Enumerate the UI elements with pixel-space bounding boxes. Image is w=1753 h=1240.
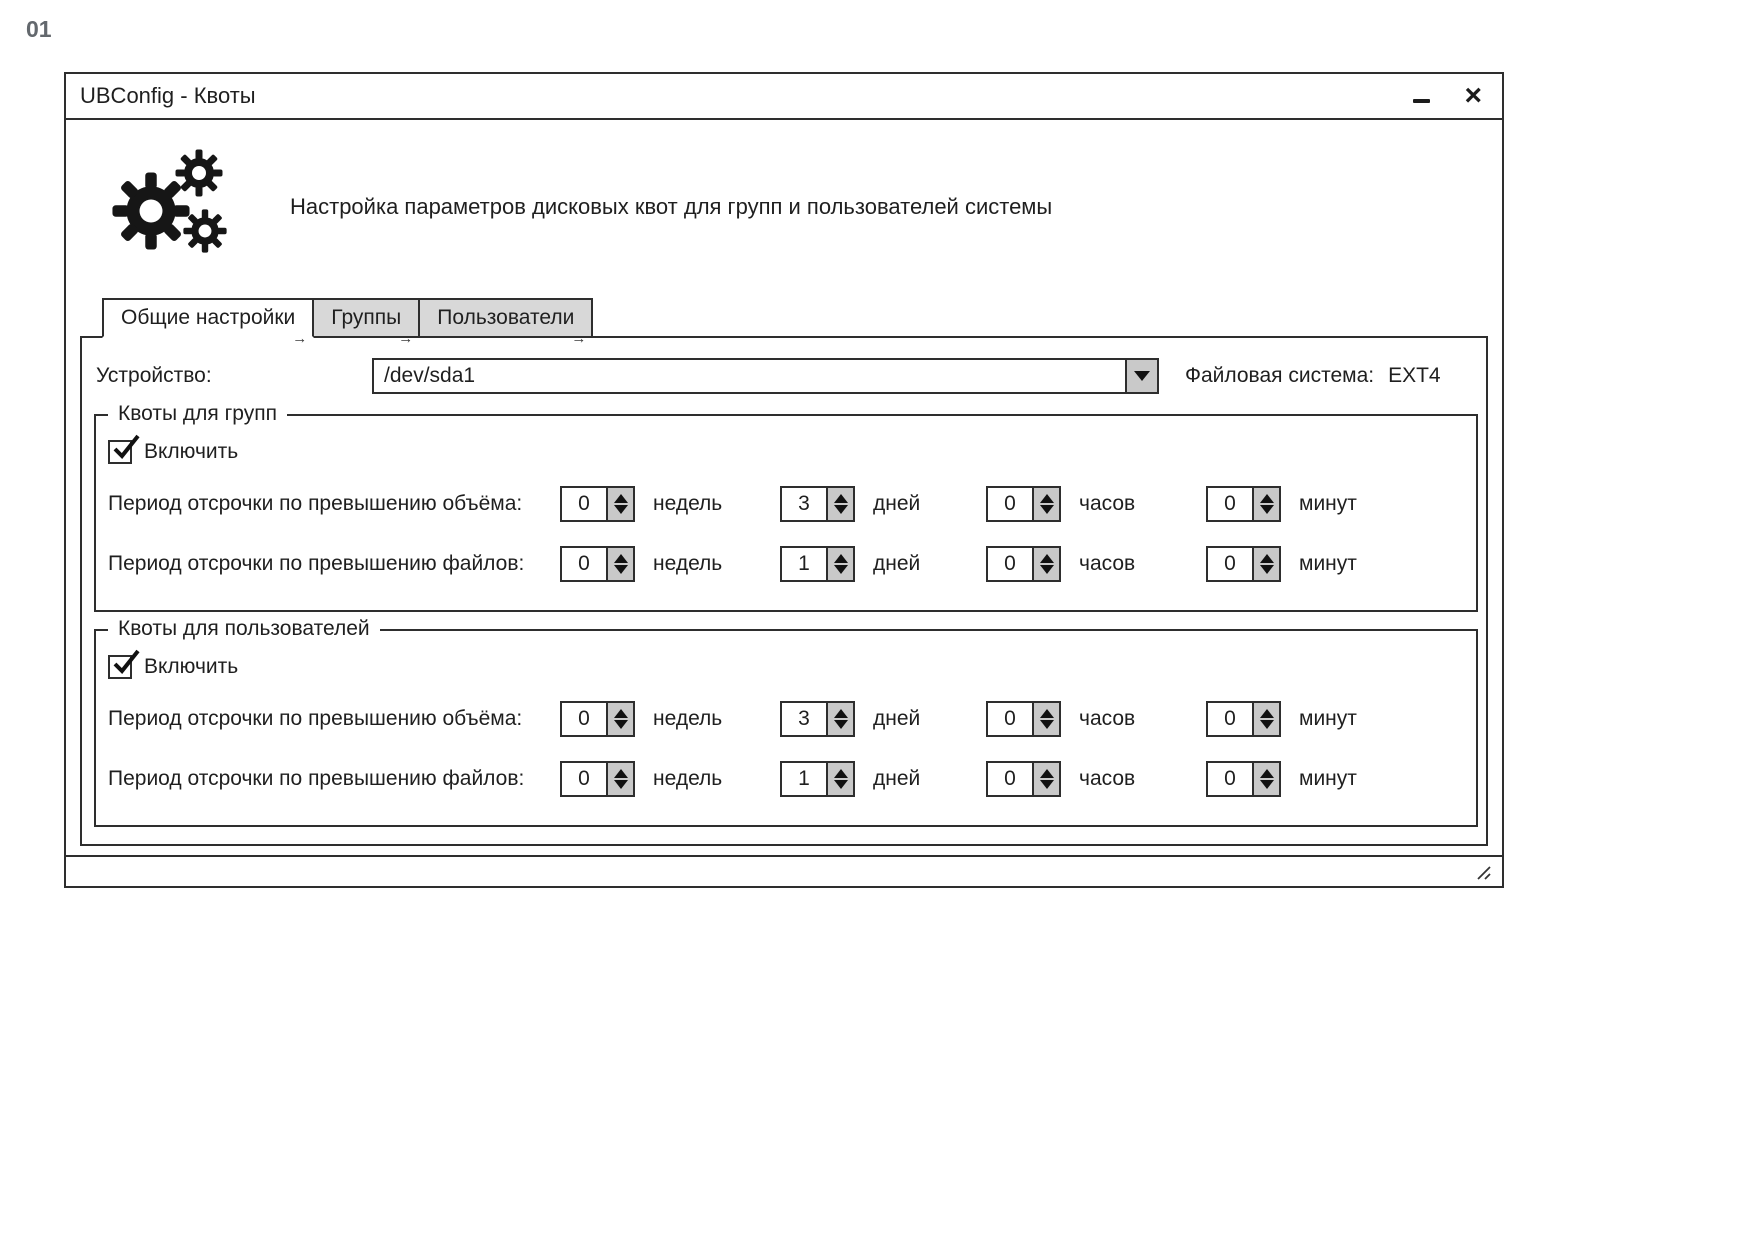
minutes-spinner[interactable] — [1206, 486, 1281, 522]
minutes-cell — [1206, 486, 1406, 522]
spinner-value[interactable]: 0 — [578, 767, 590, 790]
days-spinner[interactable] — [780, 701, 855, 737]
weeks-spinner[interactable] — [560, 546, 635, 582]
files-delay-row — [108, 761, 1476, 797]
device-row — [82, 358, 1486, 394]
spinner-up-icon[interactable] — [614, 494, 628, 503]
device-label: Устройство: — [96, 364, 212, 387]
spinner-up-icon[interactable] — [614, 769, 628, 778]
spinner-stepper[interactable] — [826, 703, 853, 735]
spinner-value[interactable]: 0 — [1224, 707, 1236, 730]
spinner-down-icon[interactable] — [614, 780, 628, 789]
settings-gears-icon — [110, 148, 242, 270]
spinner-value[interactable]: 0 — [578, 492, 590, 515]
minutes-cell — [1206, 701, 1406, 737]
window-controls — [1413, 81, 1482, 111]
spinner-up-icon[interactable] — [1040, 769, 1054, 778]
spinner-stepper[interactable] — [606, 763, 633, 795]
weeks-spinner[interactable] — [560, 761, 635, 797]
spinner-stepper[interactable] — [1252, 488, 1279, 520]
unit-label: минут — [1299, 492, 1357, 515]
device-combobox[interactable] — [372, 358, 1159, 394]
dropdown-button[interactable] — [1125, 360, 1157, 392]
tab-link-arrow-icon: → — [571, 330, 587, 347]
weeks-spinner[interactable] — [560, 701, 635, 737]
spinner-up-icon[interactable] — [1260, 554, 1274, 563]
minutes-spinner[interactable] — [1206, 761, 1281, 797]
spinner-up-icon[interactable] — [614, 709, 628, 718]
unit-label: минут — [1299, 552, 1357, 575]
spinner-down-icon[interactable] — [834, 505, 848, 514]
spinner-value[interactable]: 3 — [798, 707, 810, 730]
spinner-down-icon[interactable] — [1040, 565, 1054, 574]
unit-label: недель — [653, 552, 723, 575]
checkmark-icon — [111, 648, 141, 678]
delay-row-label: Период отсрочки по превышению объёма: — [108, 707, 523, 730]
spinner-down-icon[interactable] — [1260, 780, 1274, 789]
weeks-cell — [560, 701, 780, 737]
spinner-down-icon[interactable] — [1040, 780, 1054, 789]
unit-label: недель — [653, 707, 723, 730]
enable-checkbox[interactable] — [108, 655, 132, 679]
spinner-up-icon[interactable] — [834, 494, 848, 503]
weeks-cell — [560, 546, 780, 582]
spinner-value[interactable]: 0 — [1224, 767, 1236, 790]
app-description: Настройка параметров дисковых квот для групп и пользователей системы — [290, 194, 1053, 219]
spinner-value[interactable]: 0 — [1224, 492, 1236, 515]
minutes-spinner[interactable] — [1206, 701, 1281, 737]
files-delay-row — [108, 546, 1476, 582]
page-number-label: 01 — [26, 16, 52, 42]
tab-groups[interactable] — [312, 298, 420, 347]
close-icon[interactable]: × — [1464, 79, 1482, 112]
app-header — [66, 120, 1502, 298]
spinner-down-icon[interactable] — [834, 565, 848, 574]
filesystem-label: Файловая система: — [1185, 364, 1375, 387]
groupbox-title: Квоты для групп — [108, 402, 287, 426]
spinner-up-icon[interactable] — [1040, 709, 1054, 718]
enable-label: Включить — [144, 440, 239, 463]
status-gap — [66, 846, 1502, 855]
status-bar — [66, 855, 1502, 886]
spinner-down-icon[interactable] — [1260, 505, 1274, 514]
enable-checkbox[interactable] — [108, 440, 132, 464]
minutes-cell — [1206, 761, 1406, 797]
caret-down-icon — [1134, 371, 1150, 381]
hours-spinner[interactable] — [986, 701, 1061, 737]
unit-label: часов — [1079, 492, 1136, 515]
spinner-value[interactable]: 0 — [1004, 552, 1016, 575]
volume-delay-row — [108, 486, 1476, 522]
spinner-value[interactable]: 0 — [1224, 552, 1236, 575]
tab-label: Общие настройки — [121, 306, 296, 329]
spinner-down-icon[interactable] — [834, 720, 848, 729]
spinner-up-icon[interactable] — [614, 554, 628, 563]
spinner-down-icon[interactable] — [614, 720, 628, 729]
spinner-value[interactable]: 1 — [798, 767, 810, 790]
spinner-stepper[interactable] — [826, 548, 853, 580]
tab-link-arrow-icon: → — [398, 330, 414, 347]
spinner-down-icon[interactable] — [614, 565, 628, 574]
hours-cell — [986, 546, 1206, 582]
title-bar — [66, 74, 1502, 120]
unit-label: недель — [653, 767, 723, 790]
spinner-up-icon[interactable] — [834, 709, 848, 718]
spinner-stepper[interactable] — [606, 488, 633, 520]
spinner-value[interactable]: 0 — [1004, 767, 1016, 790]
spinner-up-icon[interactable] — [1040, 554, 1054, 563]
tab-link-arrow-icon: → — [292, 330, 308, 347]
tab-users[interactable] — [418, 298, 593, 347]
tab-general-settings[interactable] — [102, 298, 314, 347]
tab-bar — [102, 298, 1502, 347]
spinner-up-icon[interactable] — [1260, 769, 1274, 778]
spinner-down-icon[interactable] — [1260, 720, 1274, 729]
spinner-stepper[interactable] — [826, 763, 853, 795]
gear-icon — [182, 208, 228, 254]
unit-label: минут — [1299, 767, 1357, 790]
spinner-down-icon[interactable] — [1040, 505, 1054, 514]
days-cell — [780, 546, 986, 582]
days-spinner[interactable] — [780, 761, 855, 797]
unit-label: дней — [873, 492, 921, 515]
spinner-stepper[interactable] — [1032, 703, 1059, 735]
spinner-value[interactable]: 0 — [578, 552, 590, 575]
spinner-down-icon[interactable] — [1040, 720, 1054, 729]
weeks-cell — [560, 761, 780, 797]
device-value: /dev/sda1 — [384, 364, 476, 387]
days-spinner[interactable] — [780, 546, 855, 582]
spinner-up-icon[interactable] — [1260, 709, 1274, 718]
checkmark-icon — [111, 433, 141, 463]
spinner-stepper[interactable] — [826, 488, 853, 520]
spinner-up-icon[interactable] — [1260, 494, 1274, 503]
spinner-up-icon[interactable] — [1040, 494, 1054, 503]
weeks-spinner[interactable] — [560, 486, 635, 522]
spinner-value[interactable]: 3 — [798, 492, 810, 515]
days-cell — [780, 761, 986, 797]
tab-label: Группы — [331, 306, 402, 329]
unit-label: часов — [1079, 707, 1136, 730]
resize-grip-icon[interactable] — [1474, 865, 1494, 881]
spinner-value[interactable]: 0 — [1004, 707, 1016, 730]
spinner-down-icon[interactable] — [834, 780, 848, 789]
filesystem-info — [1185, 364, 1441, 388]
delay-row-label: Период отсрочки по превышению файлов: — [108, 552, 525, 575]
unit-label: дней — [873, 707, 921, 730]
spinner-up-icon[interactable] — [834, 554, 848, 563]
spinner-down-icon[interactable] — [614, 505, 628, 514]
groupbox-title: Квоты для пользователей — [108, 617, 380, 641]
spinner-stepper[interactable] — [1032, 548, 1059, 580]
ubconfig-window — [64, 72, 1504, 888]
minutes-cell — [1206, 546, 1406, 582]
hours-spinner[interactable] — [986, 486, 1061, 522]
groupbox-user-quotas — [94, 617, 1478, 827]
hours-spinner[interactable] — [986, 546, 1061, 582]
spinner-down-icon[interactable] — [1260, 565, 1274, 574]
enable-label: Включить — [144, 655, 239, 678]
hours-cell — [986, 486, 1206, 522]
unit-label: часов — [1079, 767, 1136, 790]
unit-label: часов — [1079, 552, 1136, 575]
minutes-spinner[interactable] — [1206, 546, 1281, 582]
minimize-icon[interactable] — [1413, 99, 1430, 103]
spinner-up-icon[interactable] — [834, 769, 848, 778]
spinner-value[interactable]: 1 — [798, 552, 810, 575]
spinner-stepper[interactable] — [606, 548, 633, 580]
delay-row-label: Период отсрочки по превышению файлов: — [108, 767, 525, 790]
tab-label: Пользователи — [437, 306, 575, 329]
unit-label: дней — [873, 767, 921, 790]
hours-cell — [986, 701, 1206, 737]
days-cell — [780, 486, 986, 522]
filesystem-value: EXT4 — [1388, 364, 1441, 387]
spinner-stepper[interactable] — [1252, 763, 1279, 795]
hours-spinner[interactable] — [986, 761, 1061, 797]
spinner-stepper[interactable] — [1252, 703, 1279, 735]
tab-content-panel — [80, 336, 1488, 846]
delay-row-label: Период отсрочки по превышению объёма: — [108, 492, 523, 515]
enable-row — [108, 653, 1476, 681]
volume-delay-row — [108, 701, 1476, 737]
spinner-stepper[interactable] — [1252, 548, 1279, 580]
days-spinner[interactable] — [780, 486, 855, 522]
unit-label: минут — [1299, 707, 1357, 730]
enable-row — [108, 438, 1476, 466]
hours-cell — [986, 761, 1206, 797]
groupbox-group-quotas — [94, 402, 1478, 612]
spinner-stepper[interactable] — [1032, 488, 1059, 520]
weeks-cell — [560, 486, 780, 522]
spinner-value[interactable]: 0 — [578, 707, 590, 730]
gear-icon — [174, 148, 224, 198]
unit-label: дней — [873, 552, 921, 575]
spinner-stepper[interactable] — [1032, 763, 1059, 795]
spinner-stepper[interactable] — [606, 703, 633, 735]
window-title: UBConfig - Квоты — [80, 83, 256, 108]
spinner-value[interactable]: 0 — [1004, 492, 1016, 515]
unit-label: недель — [653, 492, 723, 515]
days-cell — [780, 701, 986, 737]
